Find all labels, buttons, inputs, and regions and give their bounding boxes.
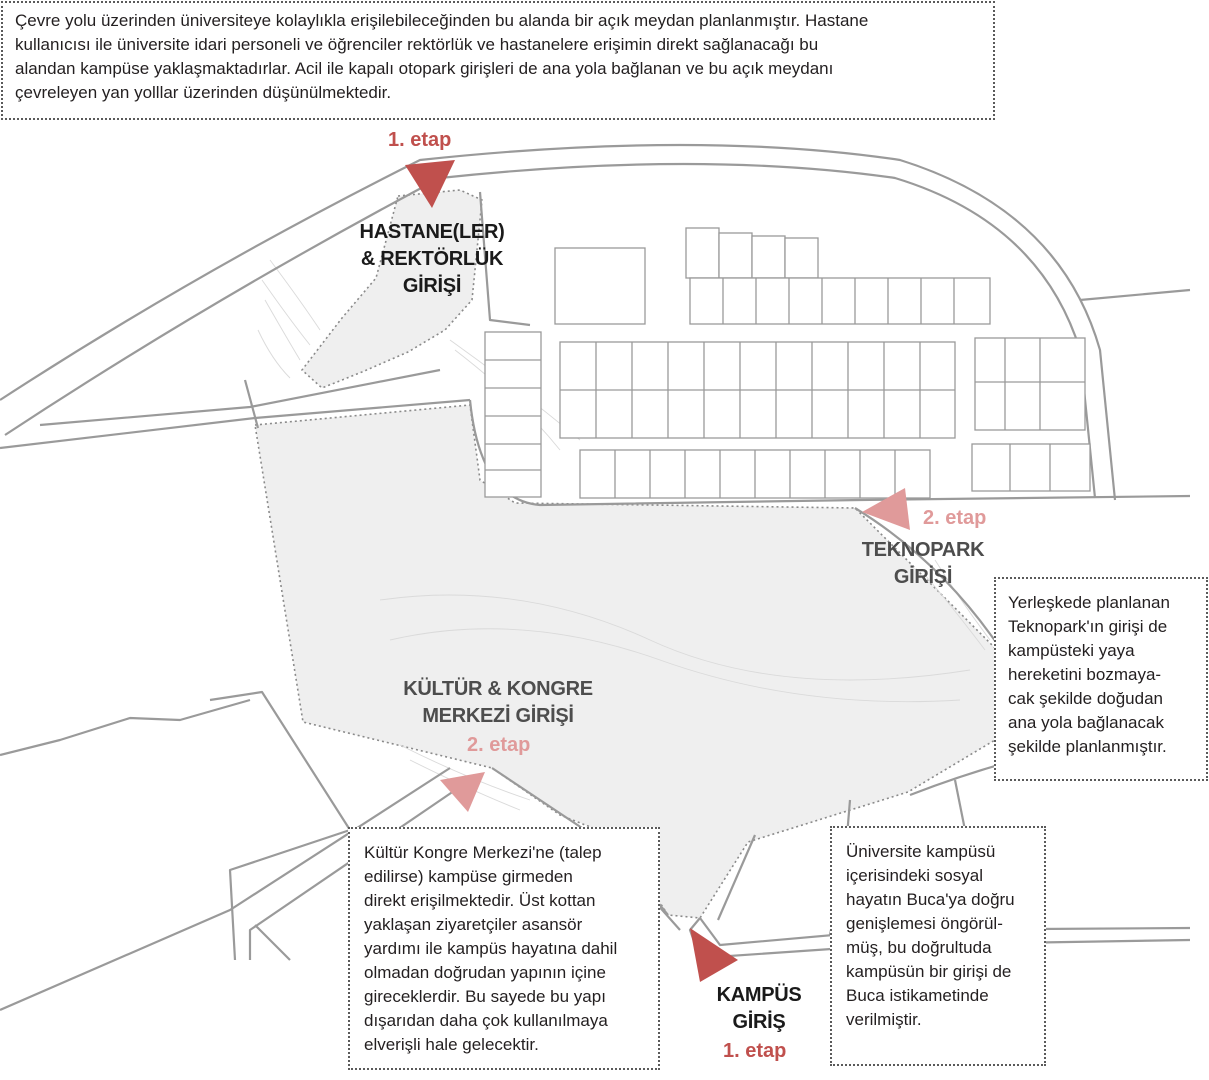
note-line: yardımı ile kampüs hayatına dahil xyxy=(364,939,618,958)
label-line: GİRİŞ xyxy=(732,1011,786,1033)
label-line: & REKTÖRLÜK xyxy=(360,248,504,270)
note-line: direkt erişilmektedir. Üst kottan xyxy=(364,891,596,910)
note-line: cak şekilde doğudan xyxy=(1008,689,1164,708)
hospital-entrance-label xyxy=(342,219,522,300)
note-line: dışarıdan daha çok kullanılmaya xyxy=(364,1011,608,1030)
note-line: şekilde planlanmıştır. xyxy=(1008,737,1167,756)
note-line: alandan kampüse yaklaşmaktadırlar. Acil ile kapalı otopark girişleri de ana yola bağlanan ve bu açık meydanı xyxy=(15,59,834,78)
note-line: Kültür Kongre Merkezi'ne (talep xyxy=(364,843,602,862)
label-line: MERKEZİ GİRİŞİ xyxy=(422,705,574,727)
label-line: KAMPÜS xyxy=(716,984,802,1006)
teknopark-phase-label: 2. etap xyxy=(923,507,987,529)
label-line: GİRİŞİ xyxy=(402,275,462,297)
note-line: kampüsteki yaya xyxy=(1008,641,1135,660)
label-line: TEKNOPARK xyxy=(861,539,985,561)
kultur-kongre-note xyxy=(348,827,660,1070)
kultur-kongre-entrance-label xyxy=(392,676,604,730)
note-line: kullanıcısı ile üniversite idari personeli ve öğrenciler rektörlük ve hastanelere erişimin direkt sağlanacağı bu xyxy=(15,35,819,54)
label-line: KÜLTÜR & KONGRE xyxy=(403,678,593,700)
note-line: ana yola bağlanacak xyxy=(1008,713,1164,732)
kultur-phase-label: 2. etap xyxy=(467,734,531,756)
note-line: içerisindeki sosyal xyxy=(846,866,983,885)
note-line: hereketini bozmaya- xyxy=(1008,665,1162,684)
note-line: edilirse) kampüse girmeden xyxy=(364,867,573,886)
note-line: elverişli hale gelecektir. xyxy=(364,1035,539,1054)
note-line: hayatın Buca'ya doğru xyxy=(846,890,1015,909)
note-line: verilmiştir. xyxy=(846,1010,922,1029)
note-line: Teknopark'ın girişi de xyxy=(1008,617,1168,636)
kampus-entrance-label xyxy=(700,982,818,1036)
note-line: Çevre yolu üzerinden üniversiteye kolaylıkla erişilebileceğinden bu alanda bir açık meydan planlanmıştır. Hastane xyxy=(15,11,869,30)
hospital-phase-label: 1. etap xyxy=(388,129,452,151)
kampus-phase-label: 1. etap xyxy=(723,1040,787,1062)
note-line: yaklaşan ziyaretçiler asansör xyxy=(364,915,583,934)
note-line: çevreleyen yan yolllar üzerinden düşünülmektedir. xyxy=(15,83,392,102)
note-line: Buca istikametinde xyxy=(846,986,989,1005)
note-line: Yerleşkede planlanan xyxy=(1008,593,1170,612)
teknopark-note xyxy=(994,577,1208,781)
label-line: GİRİŞİ xyxy=(893,566,953,588)
note-line: genişlemesi öngörül- xyxy=(846,914,1003,933)
note-line: müş, bu doğrultuda xyxy=(846,938,992,957)
label-line: HASTANE(LER) xyxy=(359,221,505,243)
note-line: kampüsün bir girişi de xyxy=(846,962,1012,981)
hospital-entrance-note xyxy=(1,1,995,120)
note-line: Üniversite kampüsü xyxy=(846,842,996,861)
note-line: gireceklerdir. Bu sayede bu yapı xyxy=(364,987,606,1006)
building-blocks xyxy=(485,228,1090,498)
buca-entrance-note xyxy=(830,826,1046,1066)
note-line: olmadan doğrudan yapının içine xyxy=(364,963,606,982)
teknopark-entrance-label xyxy=(848,537,998,591)
